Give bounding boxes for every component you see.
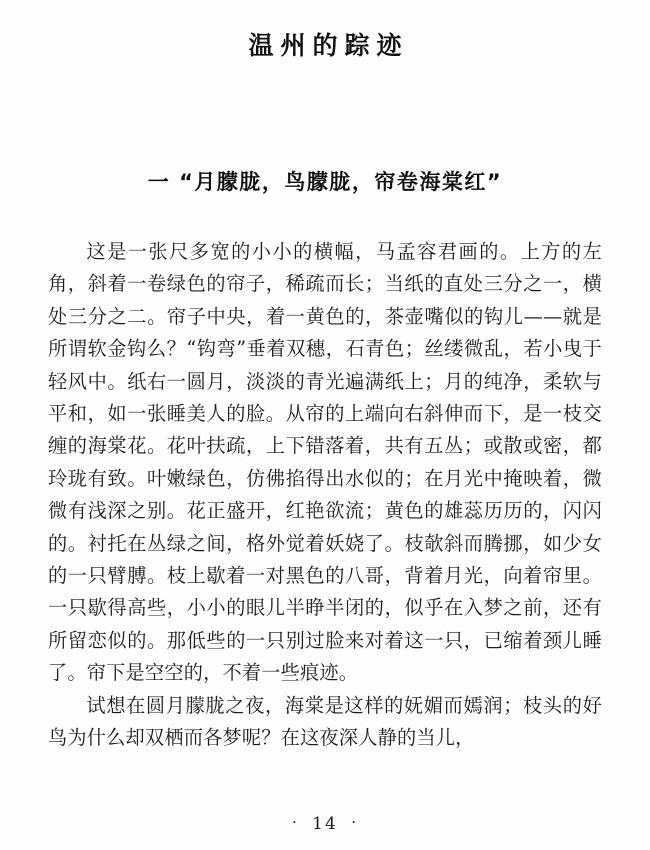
- section-heading: 一 “月朦胧，鸟朦胧，帘卷海棠红”: [147, 170, 503, 194]
- body-text: [0, 196, 650, 755]
- page-number: 14: [312, 814, 338, 834]
- footer-left-dot: ·: [291, 813, 299, 831]
- page-footer: [0, 813, 650, 834]
- footer-right-dot: ·: [351, 813, 358, 831]
- paragraph: 试想在圆月朦胧之夜，海棠是这样的妩媚而嫣润；枝头的好鸟为什么却双栖而各梦呢？在这夜深人静的当儿，: [48, 693, 602, 750]
- page-title: 温州的踪迹: [248, 31, 409, 60]
- paragraph: 这是一张尺多宽的小小的横幅，马孟容君画的。上方的左角，斜着一卷绿色的帘子，稀疏而长；当纸的直处三分之一，横处三分之二。帘子中央，着一黄色的，茶壶嘴似的钩儿——就是所谓软金钩么？“钩弯”垂着双穗，石青色；丝缕微乱，若小曳于轻风中。纸右一圆月，淡淡的青光遍满纸上；月的纯净，柔软与平和，如一张睡美人的脸。从帘的上端向右斜伸而下，是一枝交缠的海棠花。花叶扶疏，上下错落着，共有五丛；或散或密，都玲珑有致。叶嫩绿色，仿佛掐得出水似的；在月光中掩映着，微微有浅深之别。花正盛开，红艳欲流；黄色的雄蕊历历的，闪闪的。衬托在丛绿之间，格外觉着妖娆了。枝欹斜而腾挪，如少女的一只臂膊。枝上歇着一对黑色的八哥，背着月光，向着帘里。一只歇得高些，小小的眼儿半睁半闭的，似乎在入梦之前，还有所留恋似的。那低些的一只别过脸来对着这一只，已缩着颈儿睡了。帘下是空空的，不着一些痕迹。: [48, 240, 602, 685]
